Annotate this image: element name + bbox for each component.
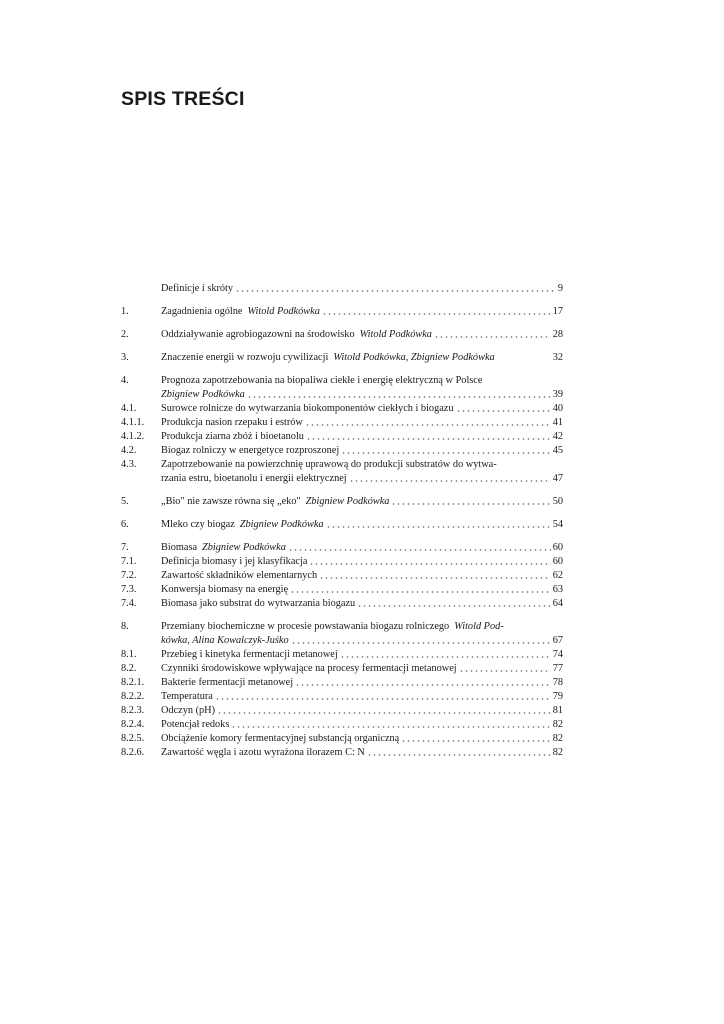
dot-leader	[326, 525, 551, 529]
toc-number: 7.	[121, 542, 129, 553]
toc-page-number: 82	[552, 719, 563, 730]
toc-title: Obciążenie komory fermentacyjnej substancją organiczną	[161, 733, 400, 744]
toc-author: Witold Pod-	[454, 621, 504, 632]
dot-leader	[288, 548, 551, 552]
dot-leader	[306, 437, 551, 441]
toc-title-group	[161, 472, 347, 486]
toc-entry[interactable]	[121, 282, 563, 296]
toc-title-group	[161, 597, 355, 611]
toc-number: 8.2.5.	[121, 733, 145, 744]
dot-leader	[231, 725, 550, 729]
toc-page-number: 17	[552, 306, 563, 317]
toc-number: 4.1.	[121, 403, 137, 414]
toc-number: 4.1.2.	[121, 431, 145, 442]
toc-entry[interactable]	[121, 569, 563, 583]
toc-entry[interactable]	[121, 634, 563, 648]
dot-leader	[319, 576, 551, 580]
toc-title: Potencjał redoks	[161, 719, 230, 730]
toc-number: 8.	[121, 621, 129, 632]
dot-leader	[484, 381, 561, 385]
toc-title: Temperatura	[161, 691, 213, 702]
toc-title: Zapotrzebowanie na powierzchnię uprawową do produkcji substratów do wytwa-	[161, 459, 497, 470]
toc-entry[interactable]	[121, 305, 563, 319]
toc-title-group	[161, 282, 233, 296]
toc-title: Zawartość składników elementarnych	[161, 570, 318, 581]
toc-author: Zbigniew Podkówka	[161, 389, 245, 400]
toc-number: 8.1.	[121, 649, 137, 660]
toc-page-number: 74	[552, 649, 563, 660]
toc-title: Przemiany biochemiczne w procesie powstawania biogazu rolniczego	[161, 621, 450, 632]
toc-entry[interactable]	[121, 328, 563, 342]
toc-page-number: 40	[552, 403, 563, 414]
toc-title-group	[161, 430, 304, 444]
toc-entry[interactable]	[121, 374, 563, 388]
toc-title: Definicje i skróty	[161, 283, 234, 294]
toc-entry[interactable]	[121, 555, 563, 569]
toc-author: kówka, Alina Kowalczyk-Juśko	[161, 635, 289, 646]
toc-title-group	[161, 676, 293, 690]
toc-title: Biogaz rolniczy w energetyce rozproszonej	[161, 445, 340, 456]
toc-entry[interactable]	[121, 416, 563, 430]
toc-author: Witold Podkówka	[359, 329, 432, 340]
toc-page-number: 45	[552, 445, 563, 456]
toc-entry[interactable]	[121, 458, 563, 472]
dot-leader	[305, 423, 551, 427]
toc-entry[interactable]	[121, 620, 563, 634]
toc-title-group	[161, 648, 338, 662]
toc-page-number: 9	[557, 283, 563, 294]
toc-entry[interactable]	[121, 690, 563, 704]
toc-author: Zbigniew Podkówka	[239, 519, 324, 530]
toc-entry[interactable]	[121, 718, 563, 732]
toc-title-group	[161, 634, 289, 648]
toc-title-group	[161, 518, 324, 532]
toc-number: 8.2.3.	[121, 705, 145, 716]
toc-page-number: 82	[552, 747, 563, 758]
toc-title-group	[161, 416, 303, 430]
toc-page-number: 32	[552, 352, 563, 363]
dot-leader	[235, 289, 556, 293]
toc-title-group	[161, 402, 454, 416]
toc-title-group	[161, 374, 482, 388]
toc-title: Mleko czy biogaz	[161, 519, 235, 530]
toc-number: 7.4.	[121, 598, 137, 609]
toc-author: Zbigniew Podkówka	[202, 542, 286, 553]
toc-number: 8.2.	[121, 663, 137, 674]
toc-title: Konwersja biomasy na energię	[161, 584, 289, 595]
toc-entry[interactable]	[121, 662, 563, 676]
dot-leader	[357, 604, 551, 608]
toc-entry[interactable]	[121, 402, 563, 416]
toc-number: 4.1.1.	[121, 417, 145, 428]
toc-number: 8.2.1.	[121, 677, 145, 688]
toc-title: Biomasa jako substrat do wytwarzania biogazu	[161, 598, 356, 609]
toc-page-number: 63	[552, 584, 563, 595]
toc-number: 3.	[121, 352, 129, 363]
toc-title: Odczyn (pH)	[161, 705, 216, 716]
toc-page-number: 60	[552, 556, 563, 567]
toc-title-group	[161, 555, 307, 569]
toc-page-number: 50	[552, 496, 563, 507]
toc-title: Znaczenie energii w rozwoju cywilizacji	[161, 352, 329, 363]
toc-title: rzania estru, bioetanolu i energii elektrycznej	[161, 473, 347, 484]
toc-page-number: 81	[552, 705, 563, 716]
toc-entry[interactable]	[121, 444, 563, 458]
toc-author: Zbigniew Podkówka	[305, 496, 390, 507]
toc-page-number: 82	[552, 733, 563, 744]
toc-number: 4.3.	[121, 459, 137, 470]
toc-number: 7.1.	[121, 556, 137, 567]
toc-title-group	[161, 583, 288, 597]
toc-number: 5.	[121, 496, 129, 507]
dot-leader	[309, 562, 550, 566]
toc-number: 7.3.	[121, 584, 137, 595]
toc-entry[interactable]	[121, 541, 563, 555]
toc-title-group	[161, 746, 365, 760]
toc-page-number: 54	[552, 519, 563, 530]
dot-leader	[291, 641, 551, 645]
toc-entry[interactable]	[121, 351, 563, 365]
toc-number: 8.2.2.	[121, 691, 145, 702]
toc-title-group	[161, 444, 339, 458]
table-of-contents	[121, 282, 563, 760]
toc-title-group	[161, 732, 399, 746]
toc-title: Oddziaływanie agrobiogazowni na środowisko	[161, 329, 355, 340]
toc-entry[interactable]	[121, 583, 563, 597]
dot-leader	[247, 395, 551, 399]
toc-author: Witold Podkówka	[247, 306, 320, 317]
toc-title-group	[161, 541, 286, 555]
dot-leader	[290, 590, 551, 594]
dot-leader	[506, 627, 561, 631]
toc-entry[interactable]	[121, 430, 563, 444]
toc-title-group	[161, 690, 213, 704]
toc-page-number: 67	[552, 635, 563, 646]
toc-title-group	[161, 495, 389, 509]
toc-entry[interactable]	[121, 648, 563, 662]
toc-page-number: 62	[552, 570, 563, 581]
dot-leader	[459, 669, 551, 673]
toc-number: 8.2.6.	[121, 747, 145, 758]
dot-leader	[349, 479, 551, 483]
toc-title-group	[161, 305, 320, 319]
dot-leader	[456, 409, 551, 413]
toc-page-number: 77	[552, 663, 563, 674]
toc-page-number: 28	[552, 329, 563, 340]
toc-title: Produkcja ziarna zbóż i bioetanolu	[161, 431, 304, 442]
toc-title-group	[161, 569, 317, 583]
toc-title-group	[161, 388, 245, 402]
toc-page-number: 64	[552, 598, 563, 609]
toc-title: Czynniki środowiskowe wpływające na procesy fermentacji metanowej	[161, 663, 457, 674]
dot-leader	[340, 655, 551, 659]
toc-number: 6.	[121, 519, 129, 530]
toc-title-group	[161, 620, 504, 634]
toc-number: 4.	[121, 375, 129, 386]
dot-leader	[295, 683, 551, 687]
toc-entry[interactable]	[121, 597, 563, 611]
toc-title-group	[161, 704, 215, 718]
toc-title-group	[161, 458, 497, 472]
toc-title: Zagadnienia ogólne	[161, 306, 243, 317]
dot-leader	[322, 312, 551, 316]
toc-page-number: 78	[552, 677, 563, 688]
toc-entry[interactable]	[121, 676, 563, 690]
toc-page-number: 60	[552, 542, 563, 553]
toc-title-group	[161, 328, 432, 342]
toc-page-number: 47	[552, 473, 563, 484]
dot-leader	[341, 451, 550, 455]
toc-number: 7.2.	[121, 570, 137, 581]
toc-title: Bakterie fermentacji metanowej	[161, 677, 294, 688]
toc-page-number: 39	[552, 389, 563, 400]
toc-number: 4.2.	[121, 445, 137, 456]
toc-entry[interactable]	[121, 704, 563, 718]
toc-entry[interactable]	[121, 746, 563, 760]
dot-leader	[401, 739, 550, 743]
dot-leader	[497, 358, 551, 362]
toc-title: Definicja biomasy i jej klasyfikacja	[161, 556, 308, 567]
dot-leader	[391, 502, 550, 506]
dot-leader	[215, 697, 551, 701]
toc-page-number: 41	[552, 417, 563, 428]
toc-title: Prognoza zapotrzebowania na biopaliwa ciekłe i energię elektryczną w Polsce	[161, 375, 483, 386]
toc-entry[interactable]	[121, 732, 563, 746]
dot-leader	[367, 753, 551, 757]
toc-entry[interactable]	[121, 518, 563, 532]
dot-leader	[434, 335, 551, 339]
page-title: SPIS TREŚCI	[121, 88, 245, 110]
toc-title: „Bio" nie zawsze równa się „eko"	[161, 496, 301, 507]
dot-leader	[217, 711, 551, 715]
toc-title-group	[161, 662, 457, 676]
toc-number: 8.2.4.	[121, 719, 145, 730]
toc-title: Przebieg i kinetyka fermentacji metanowej	[161, 649, 338, 660]
toc-title: Surowce rolnicze do wytwarzania biokomponentów ciekłych i biogazu	[161, 403, 454, 414]
toc-entry[interactable]	[121, 388, 563, 402]
toc-title-group	[161, 718, 229, 732]
toc-number: 2.	[121, 329, 129, 340]
toc-title: Zawartość węgla i azotu wyrażona ilorazem C: N	[161, 747, 365, 758]
toc-number: 1.	[121, 306, 129, 317]
toc-page-number: 42	[552, 431, 563, 442]
toc-title: Produkcja nasion rzepaku i estrów	[161, 417, 303, 428]
toc-title-group	[161, 351, 495, 365]
toc-entry[interactable]	[121, 495, 563, 509]
toc-entry[interactable]	[121, 472, 563, 486]
toc-title: Biomasa	[161, 542, 198, 553]
toc-page-number: 79	[552, 691, 563, 702]
dot-leader	[499, 465, 561, 469]
toc-author: Witold Podkówka, Zbigniew Podkówka	[333, 352, 495, 363]
